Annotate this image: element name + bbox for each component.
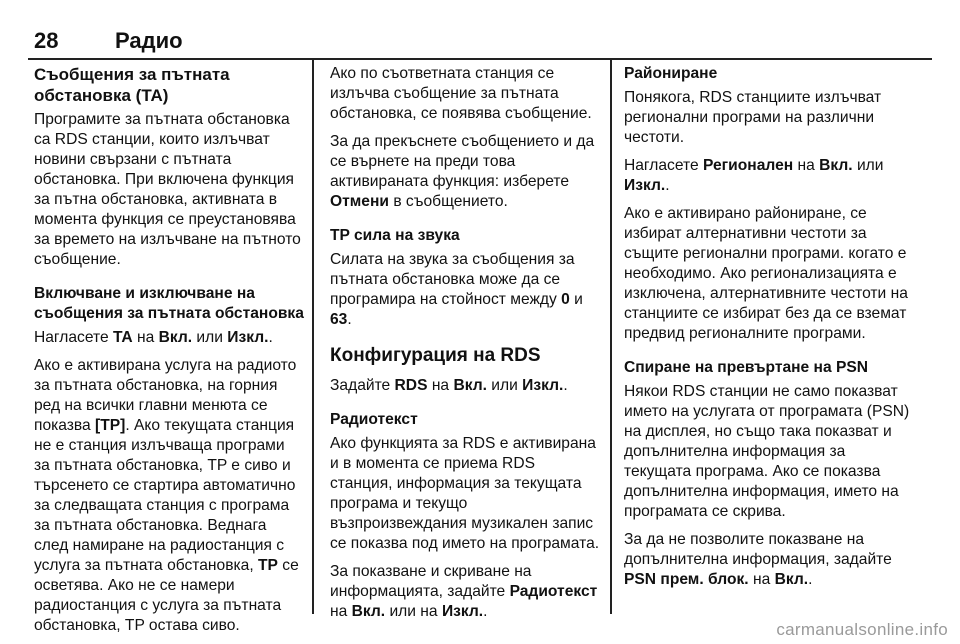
column-1 bbox=[34, 64, 304, 644]
paragraph-traffic-intro: Програмите за пътната обстановка са RDS станции, които излъчват новини свързани с пътната обстановка. При включена функция за пътна обстановка, активната в момента функция се преустановява за времето на излъчване на пътното съобщение. bbox=[34, 111, 301, 268]
cancel-term: Отмени bbox=[330, 193, 389, 210]
on-term: Вкл. bbox=[453, 377, 487, 394]
paragraph-regional-details: Ако е активирано райониране, се избират алтернативни честоти за същите регионални програми. когато е необходимо. Ако регионализацията е изключена, алтернативните честоти на станциите се избират без да се вземат предвид регионалните програми. bbox=[624, 205, 908, 342]
paragraph-cancel-announcement: За да прекъснете съобщението и да се върнете на преди това активираната функция: изберете Отмени в съобщението. bbox=[330, 133, 595, 210]
paragraph-set-ta: Нагласете TA на Вкл. или Изкл.. bbox=[34, 329, 273, 346]
paragraph-radiotext-info: Ако функцията за RDS е активирана и в момента се приема RDS станция, информация за текущата програма и текущо възпроизвеждания музикален запис се показва под името на програмата. bbox=[330, 435, 600, 552]
heading-traffic-announcements: Съобщения за пътната обстановка (TA) bbox=[34, 65, 230, 105]
paragraph-announcement-message: Ако по съответната станция се излъчва съобщение за пътната обстановка, се появява съобщение. bbox=[330, 65, 592, 122]
paragraph-psn-info: Някои RDS станции не само показват името на услугата от програмата (PSN) на дисплея, но също така показват и допълнителна информация за текущата програма. Ако се показва допълнителна информация, името на програмата се скрива. bbox=[624, 383, 910, 520]
paragraph-tp-volume: Силата на звука за съобщения за пътната обстановка може да се програмира на стойност между 0 и 63. bbox=[330, 251, 583, 328]
heading-rds-config: Конфигурация на RDS bbox=[330, 345, 541, 366]
rds-term: RDS bbox=[394, 377, 428, 394]
heading-tp-volume: TP сила на звука bbox=[330, 227, 460, 244]
paragraph-tp-status: Ако е активирана услуга на радиото за пътната обстановка, на горния ред на всички главни менюта се показва [TP]. Ако текущата станция не е станция излъчваща програми за пътната обстановка, TP е сиво и търсенето се стартира автоматично за следващата станция с програма за пътната обстановка. Веднага след намиране на радиостанция с услуга за пътната обстановка, TP се осветява. Ако не се намери радиостанция с услуга за пътната обстановка, TP остава сиво. bbox=[34, 357, 299, 634]
on-term: Вкл. bbox=[774, 571, 809, 588]
page-header bbox=[0, 0, 960, 58]
on-term: Вкл. bbox=[351, 603, 386, 620]
paragraph-set-rds: Задайте RDS на Вкл. или Изкл.. bbox=[330, 377, 568, 394]
off-term: Изкл. bbox=[441, 603, 484, 620]
page-number: 28 bbox=[34, 28, 59, 53]
watermark-text: carmanualsonline.info bbox=[776, 620, 948, 639]
paragraph-regional-intro: Понякога, RDS станциите излъчват регионални програми на различни честоти. bbox=[624, 89, 882, 146]
heading-psn-scroll-stop: Спиране на превъртане на PSN bbox=[624, 359, 869, 376]
heading-toggle-announcements: Включване и изключване на съобщения за пътната обстановка bbox=[34, 285, 304, 322]
volume-max: 63 bbox=[330, 311, 348, 328]
tp-bracket-term: [TP] bbox=[95, 417, 126, 434]
tp-term: TP bbox=[258, 557, 278, 574]
ta-term: TA bbox=[112, 329, 133, 346]
heading-regionalization: Райониране bbox=[624, 65, 718, 82]
column-3 bbox=[624, 64, 916, 598]
off-term: Изкл. bbox=[624, 177, 666, 194]
column-2 bbox=[330, 64, 600, 630]
page-footer bbox=[0, 612, 960, 642]
column-divider-2 bbox=[610, 60, 612, 614]
on-term: Вкл. bbox=[819, 157, 853, 174]
volume-min: 0 bbox=[561, 291, 570, 308]
heading-radiotext: Радиотекст bbox=[330, 411, 418, 428]
psn-term: PSN прем. блок. bbox=[624, 571, 749, 588]
chapter-title: Радио bbox=[115, 28, 183, 53]
paragraph-set-radiotext: За показване и скриване на информацията, задайте Радиотекст на Вкл. или на Изкл.. bbox=[330, 563, 598, 620]
off-term: Изкл. bbox=[227, 329, 269, 346]
regional-term: Регионален bbox=[702, 157, 794, 174]
on-term: Вкл. bbox=[158, 329, 193, 346]
column-divider-1 bbox=[312, 60, 314, 614]
off-term: Изкл. bbox=[522, 377, 564, 394]
paragraph-set-psn: За да не позволите показване на допълнителна информация, задайте PSN прем. блок. на Вкл.. bbox=[624, 531, 892, 588]
paragraph-set-regional: Нагласете Регионален на Вкл. или Изкл.. bbox=[624, 157, 884, 194]
radiotext-term: Радиотекст bbox=[509, 583, 598, 600]
header-rule bbox=[28, 58, 932, 60]
